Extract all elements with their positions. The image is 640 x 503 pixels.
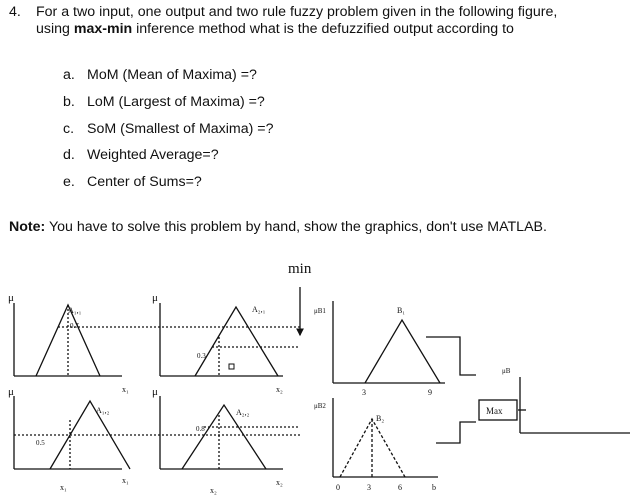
r2-out-tick-2: 6 xyxy=(398,483,402,492)
r1-connector xyxy=(426,337,476,375)
r1-in1-degree: 0.7 xyxy=(70,322,79,330)
r1-out-triangle xyxy=(365,320,440,383)
r2-in2-set-label: A₂,₂ xyxy=(236,408,250,417)
r1-in1-x-label: x₁ xyxy=(122,385,129,394)
r2-out-triangle xyxy=(340,419,405,477)
note xyxy=(9,219,547,235)
question-number: 4. xyxy=(9,4,21,20)
r2-in2-mu: μ xyxy=(152,386,158,398)
option-b: b. LoM (Largest of Maxima) =? xyxy=(63,94,265,110)
r2-in1-set-label: A₁,₂ xyxy=(96,406,110,415)
r1-in1-set-label: A₁,₁ xyxy=(68,306,82,315)
option-d: d. Weighted Average=? xyxy=(63,147,219,163)
option-a: a. MoM (Mean of Maxima) =? xyxy=(63,67,257,83)
r1-in2-set-label: A₂,₁ xyxy=(252,305,266,314)
r1-out-tick-1: 9 xyxy=(428,388,432,397)
r2-out-tick-1: 3 xyxy=(367,483,371,492)
fuzzy-inference-figure xyxy=(0,255,640,503)
r2-in1-degree: 0.5 xyxy=(36,439,45,447)
r1-out-set-label: B₁ xyxy=(397,306,406,315)
r2-in2-x-label-bottom: x₂ xyxy=(210,486,217,495)
r1-in2-marker xyxy=(229,364,234,369)
method-name: max-min xyxy=(73,21,133,37)
note-text: You have to solve this problem by hand, show the graphics, don't use MATLAB. xyxy=(45,219,547,235)
r2-out-set-label: B₂ xyxy=(376,414,385,423)
r2-out-tick-0: 0 xyxy=(336,483,340,492)
r1-in2-mu: μ xyxy=(152,292,158,304)
r1-out-axis-label: μB1 xyxy=(314,307,326,315)
r1-in2-degree: 0.3 xyxy=(197,352,206,360)
r2-in2-degree: 0.8 xyxy=(196,425,205,433)
min-label: min xyxy=(288,261,312,277)
r2-in2-x-label-right: x₂ xyxy=(276,478,283,487)
question-line-1: For a two input, one output and two rule fuzzy problem given in the following figure, xyxy=(36,4,558,20)
r2-in1-mu: μ xyxy=(8,386,14,398)
r1-out-tick-0: 3 xyxy=(362,388,366,397)
r2-in1-x-label-bottom: x₁ xyxy=(60,483,67,492)
option-c: c. SoM (Smallest of Maxima) =? xyxy=(63,121,274,137)
r1-in2-triangle xyxy=(195,307,278,376)
r2-in2-triangle xyxy=(182,405,266,469)
question-line-2: using max-min inference method what is the defuzzified output according to xyxy=(36,21,514,37)
agg-axis-label: μB xyxy=(502,367,511,375)
note-label: Note: xyxy=(9,219,46,235)
r1-in2-x-label: x₂ xyxy=(276,385,283,394)
r2-in1-x-label-right: x₁ xyxy=(122,476,129,485)
r1-in1-mu: μ xyxy=(8,292,14,304)
r2-connector xyxy=(436,422,476,443)
r2-out-tick-3: b xyxy=(432,483,436,492)
max-label: Max xyxy=(486,406,503,416)
r2-out-axis-label: μB2 xyxy=(314,402,326,410)
option-e: e. Center of Sums=? xyxy=(63,174,202,190)
